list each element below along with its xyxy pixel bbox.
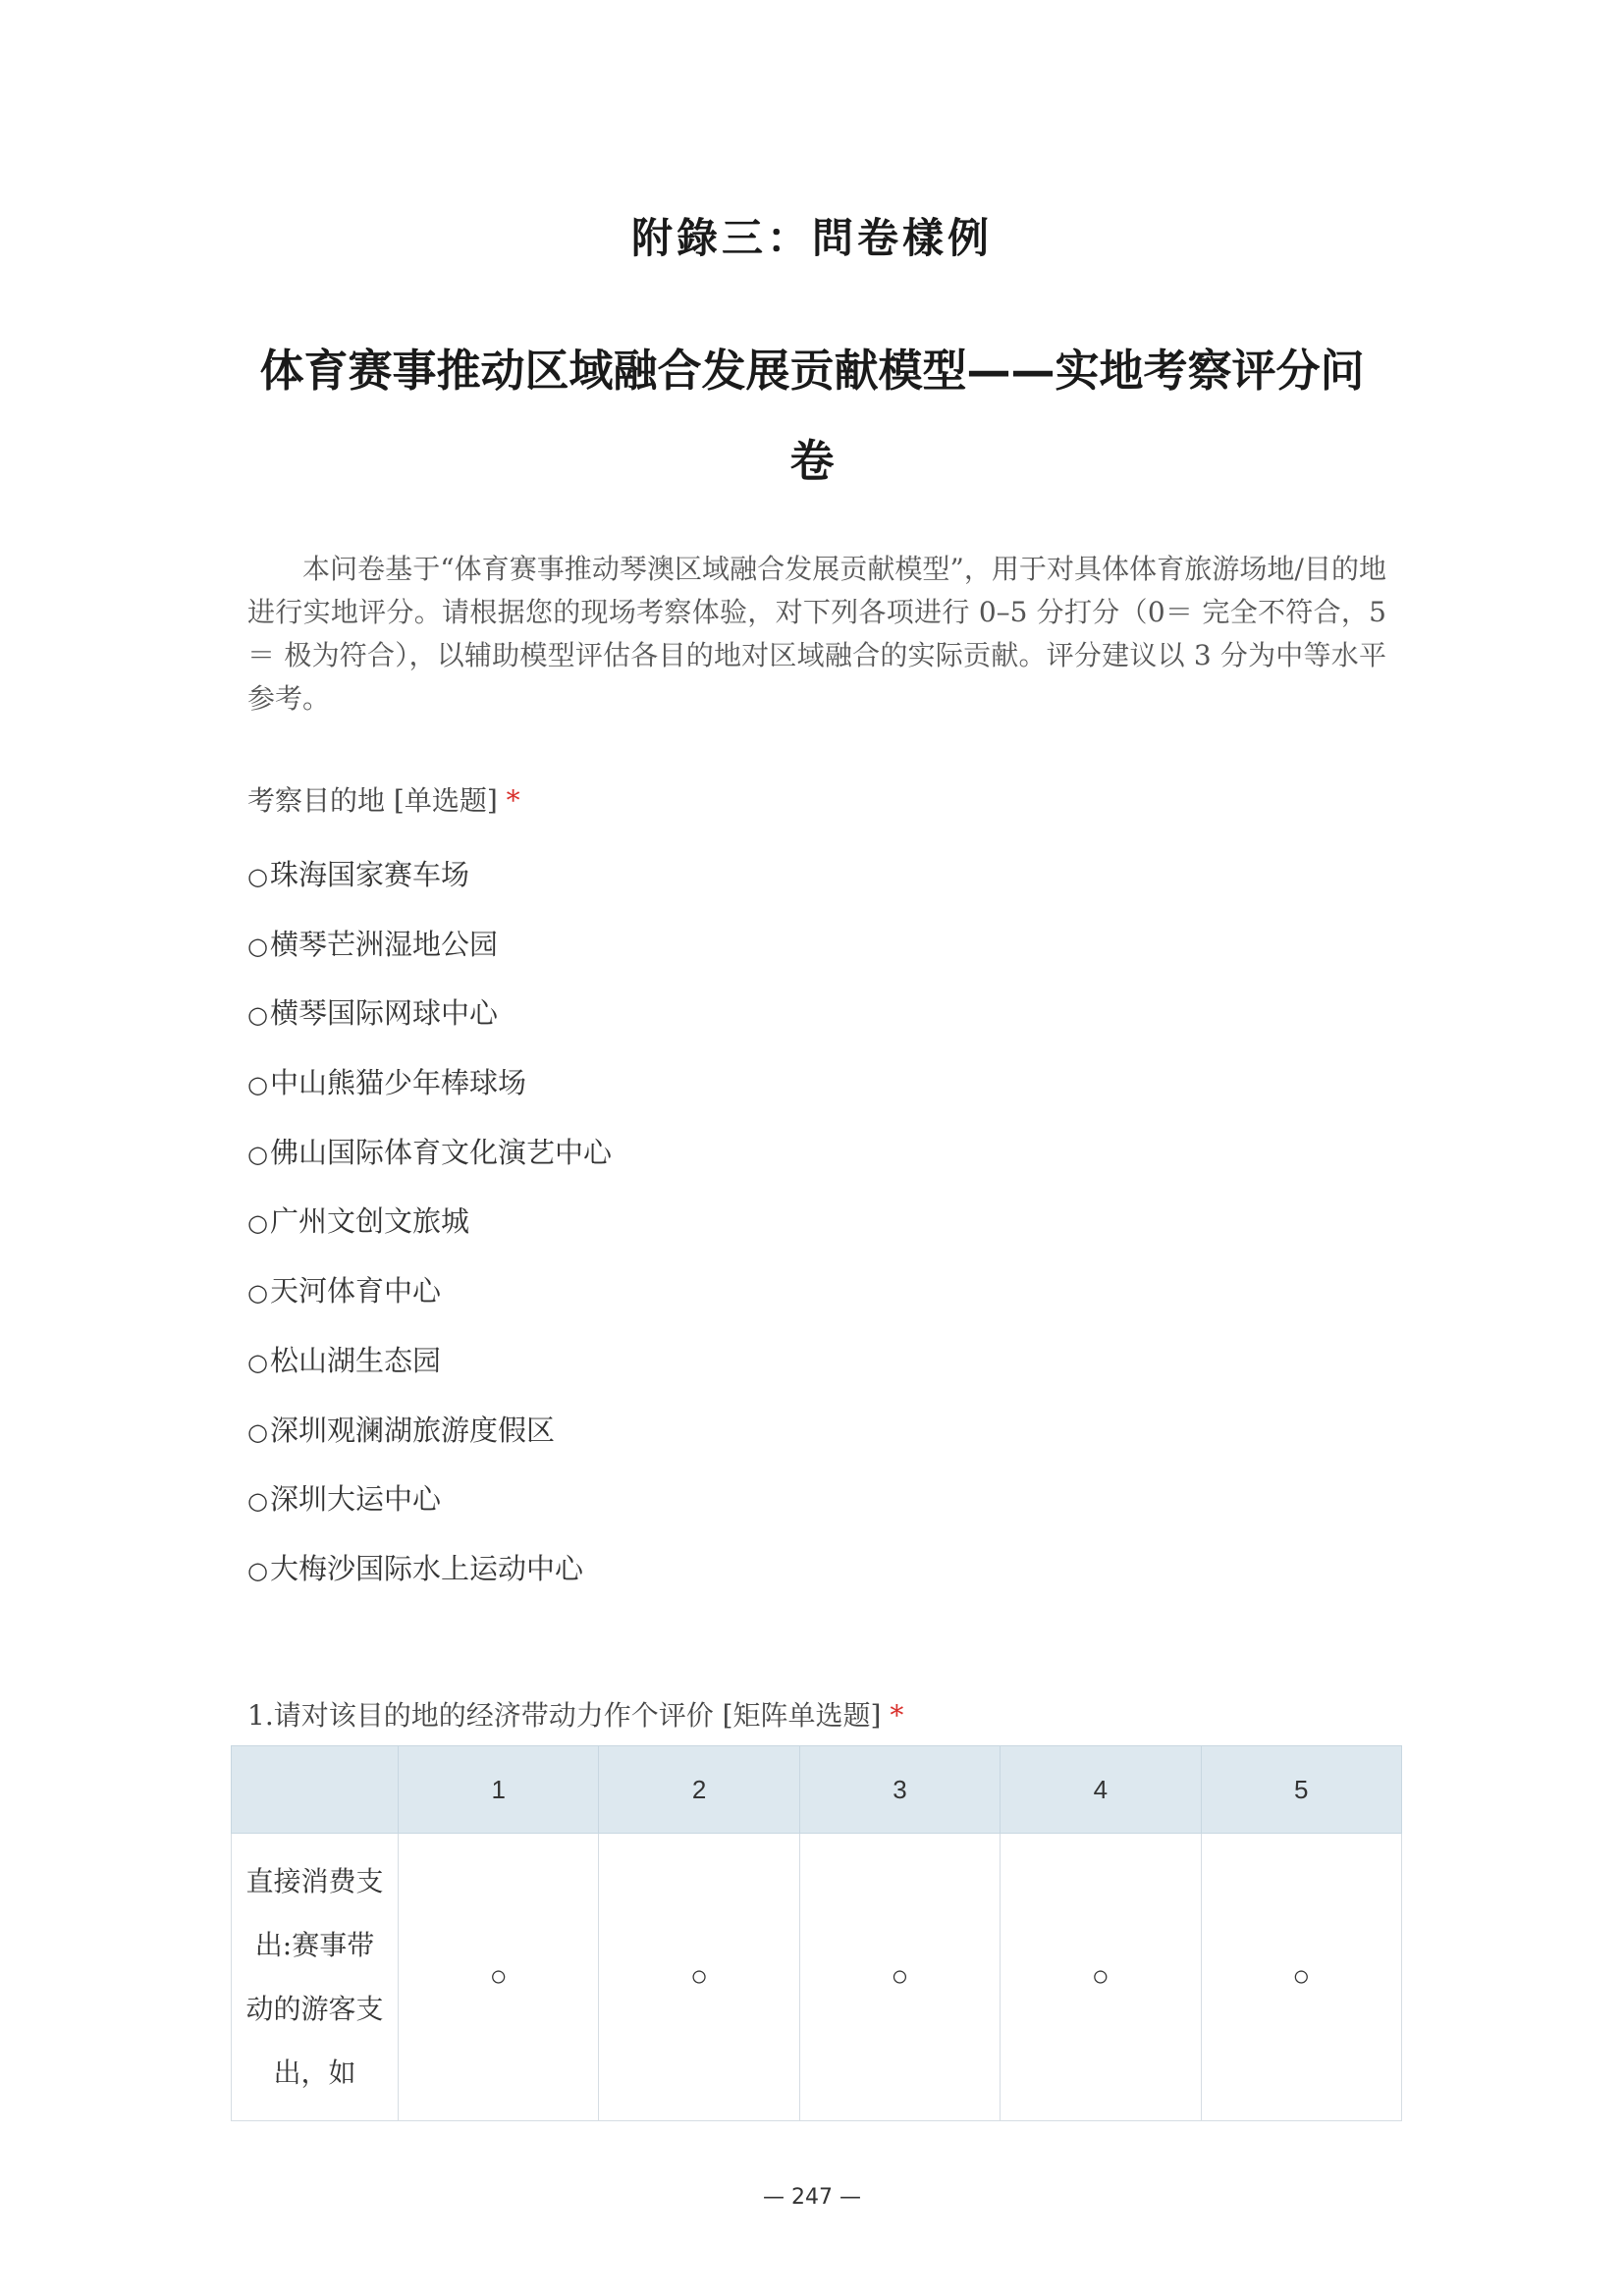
option-label: 天河体育中心: [269, 1274, 441, 1308]
destination-question-text: 考察目的地 [单选题]: [247, 784, 498, 817]
option-label: 深圳大运中心: [269, 1482, 441, 1517]
radio-circle-icon[interactable]: ○: [247, 1348, 268, 1376]
destination-options-list: [247, 840, 612, 1604]
destination-option[interactable]: [247, 1048, 612, 1118]
matrix-column-header: 4: [1001, 1746, 1201, 1834]
destination-option[interactable]: [247, 910, 612, 980]
matrix-radio-cell[interactable]: [599, 1834, 799, 2121]
matrix-column-header: 3: [799, 1746, 1000, 1834]
destination-option[interactable]: [247, 1396, 612, 1466]
radio-circle-icon[interactable]: ○: [247, 1556, 268, 1584]
option-label: 横琴国际网球中心: [269, 996, 498, 1031]
destination-option[interactable]: [247, 1256, 612, 1326]
radio-circle-icon[interactable]: ○: [247, 1209, 268, 1238]
option-label: 大梅沙国际水上运动中心: [269, 1551, 583, 1585]
matrix-header-row: [232, 1746, 1402, 1834]
matrix-radio-cell[interactable]: [799, 1834, 1000, 2121]
radio-circle-icon[interactable]: ○: [247, 1071, 268, 1099]
destination-option[interactable]: [247, 1118, 612, 1188]
page-number: — 247 —: [763, 2185, 861, 2210]
radio-circle-icon[interactable]: ○: [247, 1417, 268, 1446]
option-label: 横琴芒洲湿地公园: [269, 927, 498, 961]
radio-circle-icon[interactable]: ○: [247, 1487, 268, 1516]
option-label: 深圳观澜湖旅游度假区: [269, 1413, 555, 1447]
required-asterisk: *: [506, 784, 520, 817]
radio-circle-icon[interactable]: ○: [489, 1960, 508, 1993]
destination-question-label: [247, 779, 520, 819]
matrix-row: [232, 1834, 1402, 2121]
matrix-column-header: 5: [1201, 1746, 1401, 1834]
option-label: 松山湖生态园: [269, 1343, 441, 1377]
radio-circle-icon[interactable]: ○: [247, 1140, 268, 1168]
destination-option[interactable]: [247, 1326, 612, 1396]
destination-option[interactable]: [247, 1187, 612, 1256]
matrix-column-header: 2: [599, 1746, 799, 1834]
option-label: 广州文创文旅城: [269, 1204, 469, 1239]
matrix-corner-cell: [232, 1746, 399, 1834]
radio-circle-icon[interactable]: ○: [247, 1001, 268, 1030]
economic-question-text: 1.请对该目的地的经济带动力作个评价 [矩阵单选题]: [247, 1699, 882, 1732]
option-label: 珠海国家赛车场: [269, 858, 469, 891]
radio-circle-icon[interactable]: ○: [247, 863, 268, 890]
option-label: 佛山国际体育文化演艺中心: [269, 1135, 612, 1169]
matrix-radio-cell[interactable]: [1001, 1834, 1201, 2121]
radio-circle-icon[interactable]: ○: [247, 932, 268, 960]
destination-option[interactable]: [247, 1534, 612, 1604]
destination-option[interactable]: [247, 979, 612, 1048]
required-asterisk: *: [890, 1699, 904, 1732]
option-label: 中山熊猫少年棒球场: [269, 1066, 526, 1100]
appendix-title: 附錄三：問卷樣例: [630, 214, 993, 262]
matrix-column-header: 1: [399, 1746, 599, 1834]
matrix-radio-cell[interactable]: [1201, 1834, 1401, 2121]
radio-circle-icon[interactable]: ○: [247, 1279, 268, 1308]
economic-question-label: [247, 1694, 903, 1734]
radio-circle-icon[interactable]: ○: [891, 1960, 909, 1993]
intro-paragraph: 本问卷基于“体育赛事推动琴澳区域融合发展贡献模型”，用于对具体体育旅游场地/目的地进行实地评分。请根据您的现场考察体验，对下列各项进行 0–5 分打分（0＝ 完全不符合，5＝ 极为符合），以辅助模型评估各目的地对区域融合的实际贡献。评分建议以 3 分为中等水平参考。: [247, 553, 1386, 715]
questionnaire-title: 体育赛事推动区域融合发展贡献模型——实地考察评分问卷: [259, 345, 1365, 487]
destination-option[interactable]: [247, 840, 612, 910]
radio-circle-icon[interactable]: ○: [1091, 1960, 1110, 1993]
radio-circle-icon[interactable]: ○: [690, 1960, 709, 1993]
matrix-radio-cell[interactable]: [399, 1834, 599, 2121]
radio-circle-icon[interactable]: ○: [1292, 1960, 1311, 1993]
rating-matrix-table: [231, 1745, 1402, 2121]
matrix-row-label: 直接消费支出:赛事带动的游客支出，如: [232, 1834, 399, 2121]
destination-option[interactable]: [247, 1465, 612, 1534]
